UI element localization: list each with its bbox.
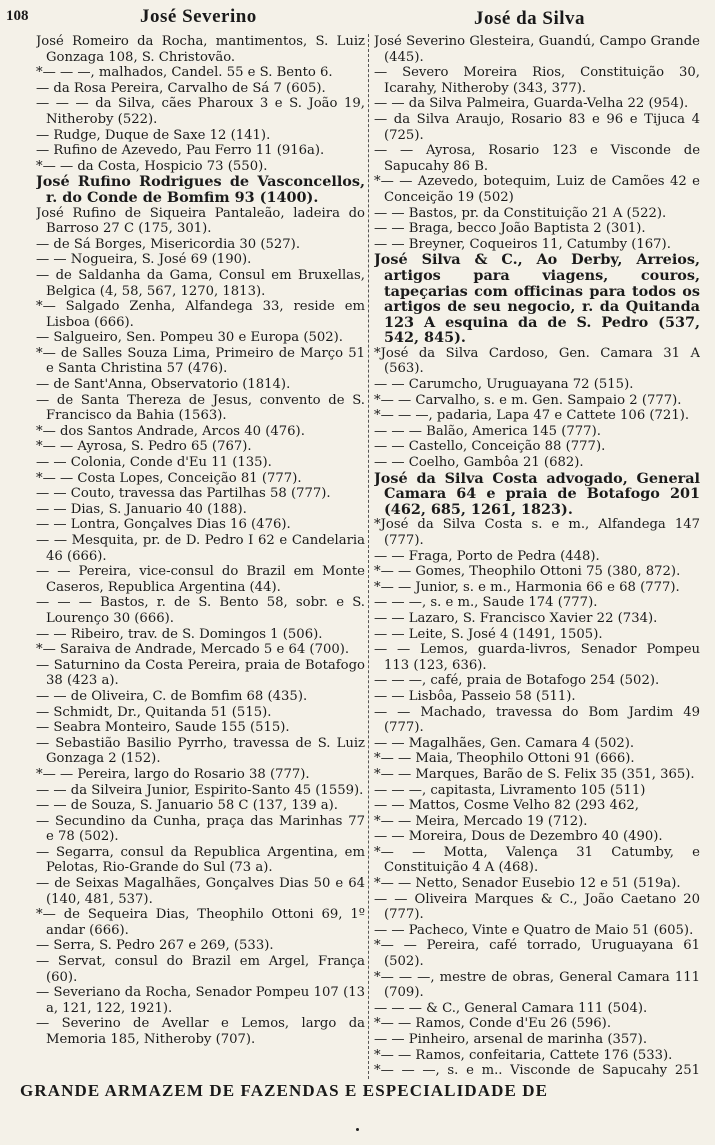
left-column (36, 34, 365, 1079)
directory-entry: — — da Silva Palmeira, Guarda-Velha 22 (954). (374, 96, 689, 112)
directory-entry: *— — —, s. e m.. Visconde de Sapucahy 251 (374, 1063, 700, 1079)
directory-entry: — de Saldanha da Gama, Consul em Bruxellas, Belgica (4, 58, 567, 1270, 1813). (36, 267, 365, 299)
directory-entry: *— — Maia, Theophilo Ottoni 91 (666). (374, 751, 635, 767)
directory-entry: — — Pinheiro, arsenal de marinha (357). (374, 1032, 648, 1047)
directory-entry: José Rufino Rodrigues de Vasconcellos, r. do Conde de Bomfim 93 (1400). (36, 173, 365, 206)
directory-entry: *— de Sequeira Dias, Theophilo Ottoni 69, 1º andar (666). (36, 907, 365, 938)
directory-entry: — — — da Silva, cães Pharoux 3 e S. João 19, Nitheroby (522). (36, 96, 365, 127)
directory-entry: — — Lontra, Gonçalves Dias 16 (476). (36, 517, 291, 533)
directory-entry: — — Moreira, Dous de Dezembro 40 (490). (374, 829, 663, 845)
directory-entry: — Serra, S. Pedro 267 e 269, (533). (36, 938, 274, 954)
right-running-title: José da Silva (474, 8, 586, 29)
directory-entry: *José da Silva Costa s. e m., Alfandega 147 (777). (374, 517, 700, 548)
directory-entry: — — Lisbôa, Passeio 58 (511). (374, 688, 576, 704)
directory-entry: — — Carumcho, Uruguayana 72 (515). (374, 377, 634, 393)
directory-entry: *— — Costa Lopes, Conceição 81 (777). (36, 470, 302, 486)
directory-entry: *— — Marques, Barão de S. Felix 35 (351, 365). (374, 766, 695, 782)
running-head (0, 2, 715, 32)
directory-entry: *José da Silva Cardoso, Gen. Camara 31 A (563). (374, 345, 700, 377)
directory-entry: José Silva & C., Ao Derby, Arreios, artigos para viagens, couros, tapeçarias com officinas para todos os artigos de seu negocio, r. da Quitanda 123 A esquina da de S. Pedro (537, 542, 845). (374, 251, 700, 347)
directory-entry: — Schmidt, Dr., Quitanda 51 (515). (36, 704, 272, 720)
directory-entry: — Severino de Avellar e Lemos, largo da Memoria 185, Nitheroby (707). (36, 1016, 365, 1047)
directory-entry: — — Lemos, guarda-livros, Senador Pompeu 113 (123, 636). (374, 642, 700, 673)
page-mark (356, 1128, 359, 1131)
directory-entry: *— Salgado Zenha, Alfandega 33, reside em Lisboa (666). (36, 299, 365, 330)
directory-entry: — — — & C., General Camara 111 (504). (374, 1000, 648, 1016)
directory-entry: *— — Netto, Senador Eusebio 12 e 51 (519a). (374, 876, 681, 892)
directory-entry: — de Santa Thereza de Jesus, convento de S. Francisco da Bahia (1563). (36, 392, 365, 424)
directory-entry: *— — Carvalho, s. e m. Gen. Sampaio 2 (777). (374, 392, 682, 408)
directory-entry: — da Silva Araujo, Rosario 83 e 96 e Tijuca 4 (725). (374, 111, 700, 143)
directory-entry: — Rudge, Duque de Saxe 12 (141). (36, 127, 271, 143)
page-number: 108 (6, 8, 29, 24)
directory-entry: *— dos Santos Andrade, Arcos 40 (476). (36, 423, 305, 439)
directory-entry: — de Sant'Anna, Observatorio (1814). (36, 377, 291, 393)
directory-entry: — — Castello, Conceição 88 (777). (374, 439, 606, 455)
directory-entry: — — —, s. e m., Saude 174 (777). (374, 595, 598, 611)
directory-entry: José da Silva Costa advogado, General Camara 64 e praia de Botafogo 201 (462, 685, 1261, 1823). (374, 469, 700, 518)
directory-entry: — — Colonia, Conde d'Eu 11 (135). (36, 455, 272, 471)
directory-entry: — — Nogueira, S. José 69 (190). (36, 252, 252, 268)
directory-entry: *— — —, malhados, Candel. 55 e S. Bento 6. (36, 65, 333, 81)
directory-entry: — — Pereira, vice-consul do Brazil em Monte Caseros, Republica Argentina (44). (36, 564, 365, 595)
directory-entry: — da Rosa Pereira, Carvalho de Sá 7 (605). (36, 80, 326, 96)
directory-entry: — — Dias, S. Januario 40 (188). (36, 501, 247, 517)
directory-entry: — — — Bastos, r. de S. Bento 58, sobr. e S. Lourenço 30 (666). (36, 595, 365, 626)
directory-entry: — — Breyner, Coqueiros 11, Catumby (167). (374, 236, 671, 252)
footer-banner: GRANDE ARMAZEM DE FAZENDAS E ESPECIALIDADE DE (20, 1081, 549, 1100)
directory-entry: — — — Balão, America 145 (777). (374, 423, 601, 439)
directory-entry: — — Mattos, Cosme Velho 82 (293 462, (374, 798, 639, 814)
column-divider (368, 34, 369, 1079)
directory-entry: — Severo Moreira Rios, Constituição 30, Icarahy, Nitheroby (343, 377). (374, 65, 700, 96)
directory-entry: *— — Ramos, confeitaria, Cattete 176 (533). (374, 1047, 673, 1063)
directory-entry: *— Saraiva de Andrade, Mercado 5 e 64 (700). (36, 642, 350, 658)
directory-entry: José Rufino de Siqueira Pantaleão, ladeira do Barroso 27 C (175, 301). (36, 205, 365, 237)
directory-entry: — — —, café, praia de Botafogo 254 (502). (374, 673, 660, 689)
directory-entry: — — Braga, becco João Baptista 2 (301). (374, 221, 646, 237)
directory-entry: *— — Ayrosa, S. Pedro 65 (767). (36, 439, 252, 455)
directory-entry: *— — Meira, Mercado 19 (712). (374, 813, 588, 829)
directory-entry: — de Seixas Magalhães, Gonçalves Dias 50 e 64 (140, 481, 537). (36, 876, 365, 907)
directory-entry: *— — Junior, s. e m., Harmonia 66 e 68 (777). (374, 579, 680, 595)
directory-entry: — de Sá Borges, Misericordia 30 (527). (36, 236, 301, 252)
directory-entry: — Severiano da Rocha, Senador Pompeu 107 (13 a, 121, 122, 1921). (36, 985, 365, 1016)
directory-entry: — Saturnino da Costa Pereira, praia de Botafogo 38 (423 a). (36, 657, 365, 689)
directory-entry: — — Coelho, Gambôa 21 (682). (374, 455, 584, 471)
directory-entry: — — de Souza, S. Januario 58 C (137, 139 a). (36, 798, 338, 814)
directory-entry: — Seabra Monteiro, Saude 155 (515). (36, 720, 290, 736)
directory-entry: — — Ribeiro, trav. de S. Domingos 1 (506). (36, 626, 323, 642)
directory-entry: — — Machado, travessa do Bom Jardim 49 (777). (374, 704, 700, 736)
directory-entry: — Segarra, consul da Republica Argentina, em Pelotas, Rio-Grande do Sul (73 a). (36, 844, 365, 876)
directory-entry: *— — Pereira, café torrado, Uruguayana 61 (502). (374, 938, 700, 970)
directory-entry: *— — Ramos, Conde d'Eu 26 (596). (374, 1016, 612, 1032)
right-column (374, 34, 700, 1079)
directory-entry: — — de Oliveira, C. de Bomfim 68 (435). (36, 688, 308, 704)
directory-entry: José Romeiro da Rocha, mantimentos, S. Luiz Gonzaga 108, S. Christovão. (36, 34, 365, 65)
directory-entry: — — Mesquita, pr. de D. Pedro I 62 e Candelaria 46 (666). (36, 533, 365, 564)
directory-entry: *— — Pereira, largo do Rosario 38 (777). (36, 766, 310, 782)
directory-entry: *— — Azevedo, botequim, Luiz de Camões 42 e Conceição 19 (502) (374, 174, 700, 205)
directory-entry: *— — Gomes, Theophilo Ottoni 75 (380, 872). (374, 564, 681, 580)
directory-entry: — — Fraga, Porto de Pedra (448). (374, 548, 600, 564)
directory-entry: *— de Salles Souza Lima, Primeiro de Março 51 e Santa Christina 57 (476). (36, 345, 365, 377)
directory-entry: — — Pacheco, Vinte e Quatro de Maio 51 (605). (374, 922, 694, 938)
directory-entry: *— — —, mestre de obras, General Camara 111 (709). (374, 969, 700, 1001)
directory-entry: *— — da Costa, Hospicio 73 (550). (36, 158, 268, 174)
directory-entry: — Secundino da Cunha, praça das Marinhas 77 e 78 (502). (36, 813, 365, 845)
directory-entry: — — Couto, travessa das Partilhas 58 (777). (36, 486, 331, 502)
directory-entry: — — Leite, S. José 4 (1491, 1505). (374, 626, 603, 642)
directory-entry: — — Lazaro, S. Francisco Xavier 22 (734). (374, 610, 658, 626)
directory-entry: *— — —, padaria, Lapa 47 e Cattete 106 (721). (374, 408, 690, 424)
directory-entry: — — —, capitasta, Livramento 105 (511) (374, 782, 646, 798)
directory-entry: — Rufino de Azevedo, Pau Ferro 11 (916a). (36, 143, 325, 159)
directory-entry: — — Bastos, pr. da Constituição 21 A (522). (374, 205, 667, 221)
directory-entry: — Salgueiro, Sen. Pompeu 30 e Europa (502). (36, 330, 343, 346)
directory-entry: — — Magalhães, Gen. Camara 4 (502). (374, 735, 635, 751)
directory-entry: — — da Silveira Junior, Espirito-Santo 45 (1559). (36, 782, 364, 798)
directory-entry: — — Ayrosa, Rosario 123 e Visconde de Sapucahy 86 B. (374, 143, 700, 174)
directory-entry: — Servat, consul do Brazil em Argel, França (60). (36, 954, 365, 985)
left-running-title: José Severino (140, 6, 257, 27)
directory-entry: José Severino Glesteira, Guandú, Campo Grande (445). (374, 34, 700, 65)
directory-entry: *— — Motta, Valença 31 Catumby, e Constituição 4 A (468). (374, 844, 700, 876)
directory-entry: — Sebastião Basilio Pyrrho, travessa de S. Luiz Gonzaga 2 (152). (36, 735, 365, 767)
directory-entry: — — Oliveira Marques & C., João Caetano 20 (777). (374, 891, 700, 923)
